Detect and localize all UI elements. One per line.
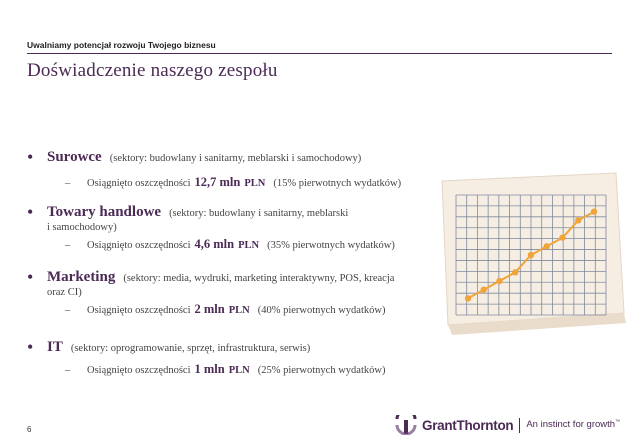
savings-line — [27, 302, 447, 318]
savings-share: (15% pierwotnych wydatków) — [273, 178, 402, 189]
brand-separator — [519, 418, 520, 433]
dash-icon: – — [65, 240, 71, 251]
sector-detail: (sektory: media, wydruki, marketing interaktywny, POS, kreacja — [123, 273, 395, 284]
page-number: 6 — [27, 425, 32, 434]
savings-prefix: Osiągnięto oszczędności — [87, 365, 191, 376]
dash-icon: – — [65, 178, 71, 189]
header-rule — [27, 53, 612, 54]
savings-amount: 4,6 mln — [194, 237, 235, 251]
sector-block-surowce — [27, 148, 447, 191]
sector-block-marketing — [27, 268, 447, 318]
savings-prefix: Osiągnięto oszczędności — [87, 305, 191, 316]
bullet-icon: • — [27, 267, 34, 287]
page-title: Doświadczenie naszego zespołu — [27, 60, 278, 81]
savings-amount: 1 mln — [194, 362, 225, 376]
sector-title: Towary handlowe — [47, 204, 162, 220]
bullet-icon: • — [27, 337, 34, 357]
data-point — [575, 217, 581, 223]
dash-icon: – — [65, 365, 71, 376]
data-point — [496, 278, 502, 284]
savings-prefix: Osiągnięto oszczędności — [87, 178, 191, 189]
bullet-icon: • — [27, 202, 34, 222]
data-point — [512, 269, 518, 275]
savings-share: (25% pierwotnych wydatków) — [257, 365, 386, 376]
savings-currency: PLN — [238, 240, 260, 251]
savings-line — [27, 237, 447, 253]
savings-share: (35% pierwotnych wydatków) — [267, 240, 395, 251]
savings-currency: PLN — [228, 365, 250, 376]
savings-line — [27, 175, 447, 191]
brand-slogan-text: An instinct for growth — [526, 419, 616, 431]
savings-currency: PLN — [244, 178, 266, 189]
sector-block-towary — [27, 203, 447, 253]
brand-name: GrantThornton — [422, 417, 514, 433]
brand-logo — [395, 415, 620, 435]
sector-detail-cont: oraz CI) — [47, 287, 82, 298]
sector-title: IT — [47, 339, 63, 355]
savings-amount: 12,7 mln — [194, 175, 241, 189]
brand-slogan — [526, 419, 620, 430]
sector-detail: (sektory: budowlany i sanitarny, meblarski i samochodowy) — [109, 153, 362, 164]
data-point — [528, 252, 534, 258]
sector-detail: (sektory: budowlany i sanitarny, meblarski — [169, 208, 349, 219]
sector-detail-cont: i samochodowy) — [47, 222, 117, 233]
bullet-icon: • — [27, 147, 34, 167]
sector-title: Surowce — [47, 149, 102, 165]
savings-currency: PLN — [228, 305, 250, 316]
sector-title: Marketing — [47, 269, 116, 285]
savings-line — [27, 362, 447, 378]
sector-block-it — [27, 338, 447, 378]
data-point — [544, 243, 550, 249]
trademark-mark: ™ — [615, 419, 621, 426]
data-point — [591, 208, 597, 214]
savings-prefix: Osiągnięto oszczędności — [87, 240, 191, 251]
dash-icon: – — [65, 305, 71, 316]
data-point — [559, 234, 565, 240]
savings-share: (40% pierwotnych wydatków) — [257, 305, 386, 316]
grant-thornton-icon — [395, 415, 417, 435]
growth-chart — [438, 165, 628, 340]
data-point — [481, 286, 487, 292]
header-tagline: Uwalniamy potencjał rozwoju Twojego biznesu — [27, 40, 216, 50]
sector-detail: (sektory: oprogramowanie, sprzęt, infrastruktura, serwis) — [70, 343, 311, 354]
savings-amount: 2 mln — [194, 302, 225, 316]
data-point — [465, 295, 471, 301]
